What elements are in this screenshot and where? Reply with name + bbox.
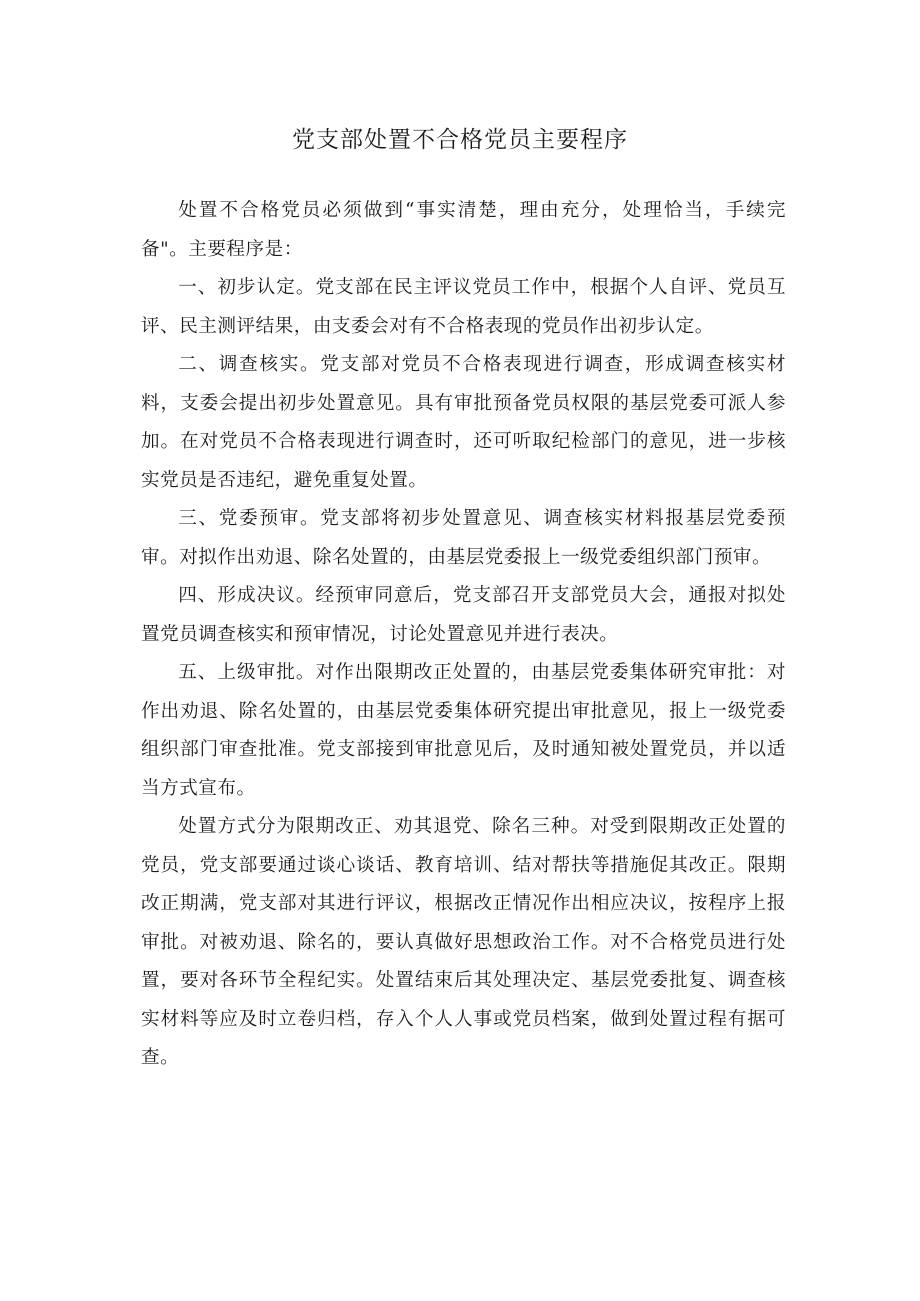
step-4-paragraph: 四、形成决议。经预审同意后，党支部召开支部党员大会，通报对拟处置党员调查核实和预审情况，讨论处置意见并进行表决。	[141, 585, 786, 645]
step-2-paragraph: 二、调查核实。党支部对党员不合格表现进行调查，形成调查核实材料，支委会提出初步处置意见。具有审批预备党员权限的基层党委可派人参加。在对党员不合格表现进行调查时，还可听取纪检部门的意见，进一步核实党员是否违纪，避免重复处置。	[141, 354, 786, 491]
intro-paragraph: 处置不合格党员必须做到“事实清楚，理由充分，处理恰当，手续完备"。主要程序是：	[141, 200, 786, 260]
disposal-methods-paragraph: 处置方式分为限期改正、劝其退党、除名三种。对受到限期改正处置的党员，党支部要通过谈心谈话、教育培训、结对帮扶等措施促其改正。限期改正期满，党支部对其进行评议，根据改正情况作出相应决议，按程序上报审批。对被劝退、除名的，要认真做好思想政治工作。对不合格党员进行处置，要对各环节全程纪实。处置结束后其处理决定、基层党委批复、调查核实材料等应及时立卷归档，存入个人人事或党员档案，做到处置过程有据可查。	[141, 816, 786, 1068]
document-body	[141, 192, 786, 1078]
step-5-paragraph: 五、上级审批。对作出限期改正处置的，由基层党委集体研究审批：对作出劝退、除名处置的，由基层党委集体研究提出审批意见，报上一级党委组织部门审查批准。党支部接到审批意见后，及时通知被处置党员，并以适当方式宣布。	[141, 662, 786, 799]
document-title: 党支部处置不合格党员主要程序	[292, 127, 628, 153]
step-3-paragraph: 三、党委预审。党支部将初步处置意见、调查核实材料报基层党委预审。对拟作出劝退、除名处置的，由基层党委报上一级党委组织部门预审。	[141, 508, 786, 568]
step-1-paragraph: 一、初步认定。党支部在民主评议党员工作中，根据个人自评、党员互评、民主测评结果，由支委会对有不合格表现的党员作出初步认定。	[141, 277, 786, 337]
